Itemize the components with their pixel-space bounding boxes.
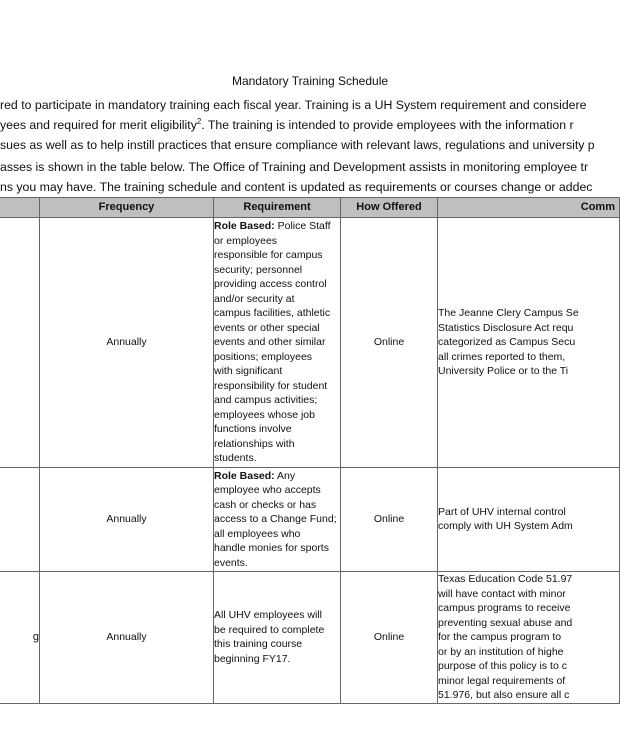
requirement-line: employees whose job	[214, 408, 315, 421]
table-row	[0, 572, 620, 704]
requirement-line: events and other similar	[214, 336, 326, 348]
comment-line: will have contact with minor	[438, 587, 566, 600]
course-name-cell	[0, 218, 40, 468]
requirement-line: this training course	[214, 638, 303, 651]
comment-line: minor legal requirements of	[438, 674, 566, 687]
training-schedule-table	[0, 197, 620, 704]
frequency-cell: Annually	[40, 467, 214, 572]
schedule-paragraph	[0, 157, 592, 197]
role-based-label: Role Based:	[214, 220, 275, 232]
requirement-line: relationships with	[214, 437, 295, 450]
comments-cell	[438, 572, 620, 704]
comment-line: Part of UHV internal control	[438, 505, 566, 518]
comment-line: purpose of this policy is to c	[438, 660, 567, 672]
requirement-cell	[214, 467, 341, 572]
requirement-line: employee who accepts	[214, 484, 321, 496]
intro-line-2-text-a: yees and required for merit eligibility	[0, 118, 197, 132]
table-header-row	[0, 198, 620, 218]
page-title: Mandatory Training Schedule	[231, 74, 389, 88]
frequency-cell: Annually	[40, 218, 214, 468]
header-comments: Comm	[438, 198, 620, 218]
header-how-offered: How Offered	[341, 198, 438, 218]
requirement-line	[214, 469, 340, 484]
requirement-line: providing access control	[214, 278, 327, 290]
requirement-line: beginning FY17.	[214, 652, 291, 665]
requirement-line	[214, 219, 340, 234]
requirement-line: security; personnel	[214, 263, 303, 276]
comment-line: categorized as Campus Secu	[438, 336, 576, 348]
intro-line-1: red to participate in mandatory training each fiscal year. Training is a UH System requirement and considere	[0, 98, 587, 112]
comment-line: Texas Education Code 51.97	[438, 573, 573, 585]
comments-cell	[438, 467, 620, 572]
table-row	[0, 218, 620, 468]
comment-line: all crimes reported to them,	[438, 350, 566, 363]
requirement-line: responsible for campus	[214, 249, 323, 261]
comment-line: or by an institution of highe	[438, 645, 564, 658]
table-row	[0, 467, 620, 572]
footnote-marker: 2	[196, 117, 202, 126]
comment-line: The Jeanne Clery Campus Se	[438, 307, 579, 319]
requirement-text: Any	[274, 469, 296, 482]
course-name-cell: g	[0, 572, 40, 704]
requirement-line: responsibility for student	[214, 379, 328, 392]
requirement-line: and/or security at	[214, 292, 295, 305]
requirement-line: events or other special	[214, 321, 320, 334]
requirement-line: All UHV employees will	[214, 609, 322, 622]
intro-line-3: sues as well as to help instill practices that ensure compliance with relevant laws, regulations and university p	[0, 138, 595, 152]
requirement-line: be required to complete	[214, 623, 325, 636]
frequency-cell: Annually	[40, 572, 214, 704]
intro-line-2	[0, 115, 595, 135]
requirement-line: students.	[214, 452, 257, 464]
requirement-line: events.	[214, 556, 248, 569]
schedule-line-1: asses is shown in the table below. The Office of Training and Development assists in monitoring employee tr	[0, 160, 589, 174]
header-frequency: Frequency	[40, 198, 214, 218]
requirement-line: and campus activities;	[214, 394, 318, 406]
schedule-line-2: ns you may have. The training schedule and content is updated as requirements or courses change or addec	[0, 180, 593, 194]
requirement-cell	[214, 572, 341, 704]
requirement-line: campus facilities, athletic	[214, 307, 331, 319]
requirement-line: access to a Change Fund;	[214, 513, 337, 525]
requirement-cell	[214, 218, 341, 468]
requirement-line: all employees who	[214, 527, 301, 540]
comment-line: University Police or to the Ti	[438, 365, 569, 377]
comment-line: for the campus program to	[438, 631, 562, 643]
intro-line-2-text-b: . The training is intended to provide employees with the information r	[201, 118, 574, 132]
comment-line: Statistics Disclosure Act requ	[438, 321, 574, 334]
requirement-line: with significant	[214, 365, 283, 377]
comments-cell	[438, 218, 620, 468]
header-requirement: Requirement	[214, 198, 341, 218]
course-name-cell	[0, 467, 40, 572]
intro-paragraph	[0, 95, 595, 155]
header-course	[0, 198, 40, 218]
how-offered-cell: Online	[341, 467, 438, 572]
how-offered-cell: Online	[341, 218, 438, 468]
how-offered-cell: Online	[341, 572, 438, 704]
requirement-line: positions; employees	[214, 350, 313, 363]
requirement-text: Police Staff	[274, 220, 331, 232]
comment-line: comply with UH System Adm	[438, 520, 573, 533]
comment-line: campus programs to receive	[438, 602, 571, 614]
comment-line: 51.976, but also ensure all c	[438, 689, 570, 701]
requirement-line: cash or checks or has	[214, 498, 317, 511]
requirement-line: functions involve	[214, 423, 292, 435]
comment-line: preventing sexual abuse and	[438, 616, 573, 629]
requirement-line: or employees	[214, 234, 278, 247]
role-based-label: Role Based:	[214, 469, 275, 482]
requirement-line: handle monies for sports	[214, 542, 329, 554]
